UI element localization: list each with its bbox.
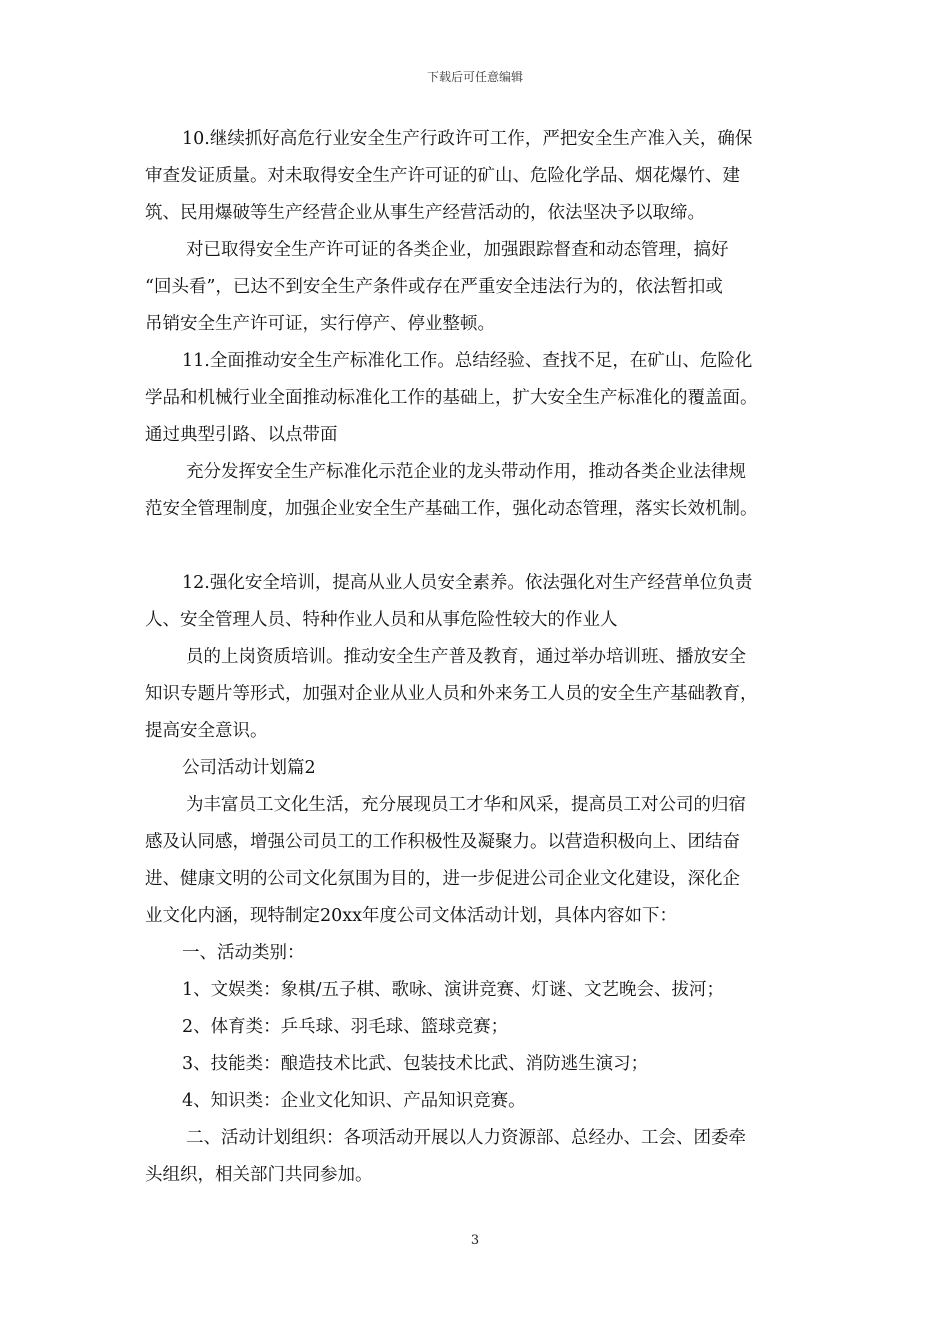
text-line: 范安全管理制度，加强企业安全生产基础工作，强化动态管理，落实长效机制。 xyxy=(145,499,758,519)
text-line: 充分发挥安全生产标准化示范企业的龙头带动作用，推动各类企业法律规 xyxy=(186,462,746,482)
text-line: 10.继续抓好高危行业安全生产行政许可工作，严把安全生产准入关，确保 xyxy=(182,129,753,149)
list-item: 3、技能类：酿造技术比武、包装技术比武、消防逃生演习； xyxy=(182,1054,649,1074)
section-heading: 公司活动计划篇2 xyxy=(182,758,316,778)
text-line: 对已取得安全生产许可证的各类企业，加强跟踪督查和动态管理，搞好 xyxy=(186,240,729,260)
text-line: 一、活动类别： xyxy=(182,943,305,963)
list-item: 4、知识类：企业文化知识、产品知识竞赛。 xyxy=(182,1091,526,1111)
text-line: 学品和机械行业全面推动标准化工作的基础上，扩大安全生产标准化的覆盖面。 xyxy=(145,388,758,408)
text-line: 员的上岗资质培训。推动安全生产普及教育，通过举办培训班、播放安全 xyxy=(186,647,746,667)
list-item: 1、文娱类：象棋/五子棋、歌咏、演讲竞赛、灯谜、文艺晚会、拔河； xyxy=(182,980,725,1000)
text-line: 二、活动计划组织：各项活动开展以人力资源部、总经办、工会、团委牵 xyxy=(186,1128,746,1148)
text-line: 感及认同感，增强公司员工的工作积极性及凝聚力。以营造积极向上、团结奋 xyxy=(145,832,740,852)
text-line: 通过典型引路、以点带面 xyxy=(145,425,338,445)
text-line: 为丰富员工文化生活，充分展现员工才华和风采，提高员工对公司的归宿 xyxy=(186,795,746,815)
list-item: 2、体育类：乒乓球、羽毛球、篮球竞赛； xyxy=(182,1017,509,1037)
text-line: 吊销安全生产许可证，实行停产、停业整顿。 xyxy=(145,314,495,334)
text-line: 11.全面推动安全生产标准化工作。总结经验、查找不足，在矿山、危险化 xyxy=(182,351,753,371)
text-line: 人、安全管理人员、特种作业人员和从事危险性较大的作业人 xyxy=(145,610,618,630)
text-line: 业文化内涵，现特制定20xx年度公司文体活动计划，具体内容如下： xyxy=(145,906,678,926)
text-line: 12.强化安全培训，提高从业人员安全素养。依法强化对生产经营单位负责 xyxy=(182,573,753,593)
text-line: 审查发证质量。对未取得安全生产许可证的矿山、危险化学品、烟花爆竹、建 xyxy=(145,166,740,186)
page-header: 下载后可任意编辑 xyxy=(426,70,523,84)
text-line: 进、健康文明的公司文化氛围为目的，进一步促进公司企业文化建设，深化企 xyxy=(145,869,740,889)
text-line: 知识专题片等形式，加强对企业从业人员和外来务工人员的安全生产基础教育， xyxy=(145,684,758,704)
text-line: 头组织，相关部门共同参加。 xyxy=(145,1165,373,1185)
page-number: 3 xyxy=(470,1233,480,1248)
text-line: 提高安全意识。 xyxy=(145,721,268,741)
text-line: “回头看”，已达不到安全生产条件或存在严重安全违法行为的，依法暂扣或 xyxy=(145,277,723,297)
text-line: 筑、民用爆破等生产经营企业从事生产经营活动的，依法坚决予以取缔。 xyxy=(145,203,705,223)
